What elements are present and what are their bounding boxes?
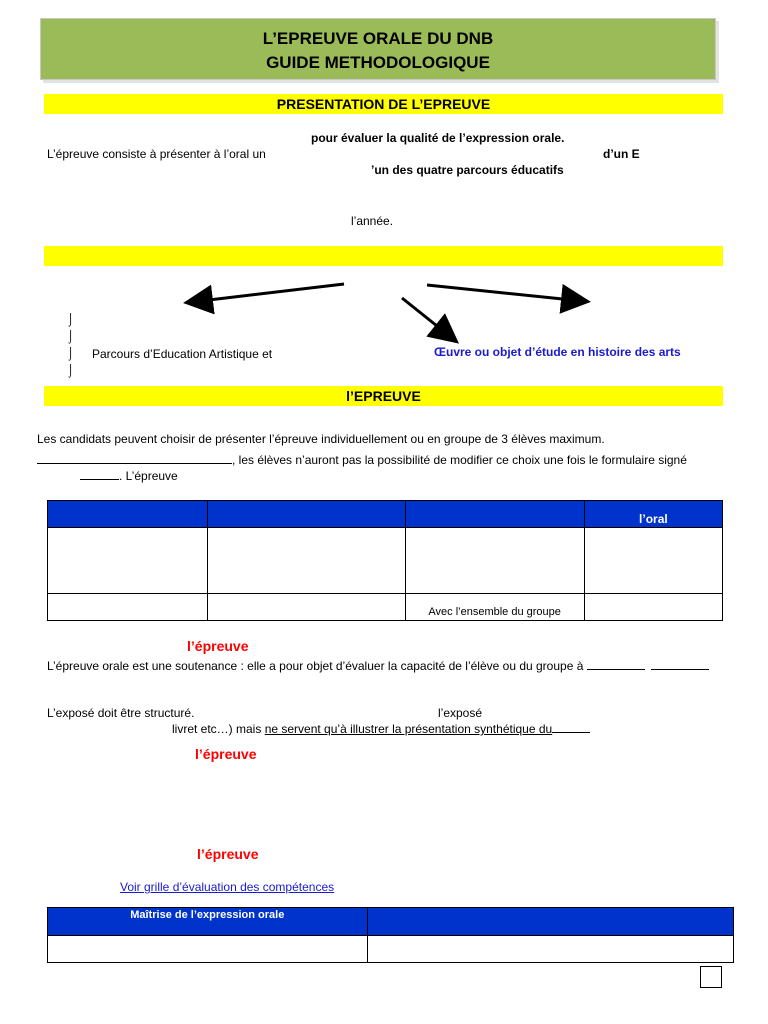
livret-underlined: ne servent qu’à illustrer la présentation synthétique du (264, 722, 553, 736)
epreuve-para-1: Les candidats peuvent choisir de présenter l’épreuve individuellement ou en groupe de 3 élèves maximum. (37, 432, 605, 446)
presentation-line-1: pour évaluer la qualité de l’expression orale. (311, 131, 565, 145)
epreuve-para-2-text: , les élèves n’auront pas la possibilité de modifier ce choix une fois le formulaire signé (232, 453, 687, 467)
section-title-presentation: PRESENTATION DE L’EPREUVE (44, 94, 723, 114)
grille-evaluation-link[interactable]: Voir grille d’évaluation des compétences (120, 880, 335, 894)
soutenance-line (47, 657, 709, 673)
epreuve-para-3-text: . L’épreuve (119, 469, 178, 483)
expose-line-left: L’exposé doit être structuré. (47, 706, 195, 720)
presentation-line-2-right: d’un E (603, 147, 640, 161)
heading-epreuve-1: l’épreuve (187, 638, 249, 654)
bullet-text-3: Parcours d’Education Artistique et (92, 347, 273, 361)
expose-line-right: l’exposé (438, 706, 483, 720)
table1-cell-groupe: Avec l’ensemble du groupe (405, 594, 584, 621)
table-competences-header (48, 908, 734, 936)
presentation-line-4: l’année. (351, 214, 394, 228)
table-organisation (47, 500, 723, 621)
table-row (48, 936, 734, 963)
soutenance-text: L’épreuve orale est une soutenance : elle a pour objet d’évaluer la capacité de l’élève ou du groupe à (47, 659, 584, 673)
heading-epreuve-2: l’épreuve (195, 746, 257, 762)
arrow-left (192, 284, 344, 302)
document-title-line-2: GUIDE METHODOLOGIQUE (266, 53, 490, 72)
histoire-des-arts-label: Œuvre ou objet d’étude en histoire des arts (434, 345, 681, 359)
bullet-mark-3: ⌡ (67, 346, 75, 360)
table2-header-cell-2 (367, 908, 733, 936)
table-row (48, 528, 723, 594)
section-title-epreuve: l’EPREUVE (44, 386, 723, 406)
table1-header-cell-3 (405, 501, 584, 528)
table1-header-cell-2 (208, 501, 405, 528)
bullet-mark-1: ⌡ (67, 312, 75, 326)
blank-line-2 (80, 467, 119, 480)
table1-header-cell-1 (48, 501, 208, 528)
checkbox-square[interactable] (700, 966, 722, 988)
table1-header-oral: l’oral (584, 501, 722, 528)
presentation-line-3: ’un des quatre parcours éducatifs (371, 163, 564, 177)
table-row (48, 594, 723, 621)
arrow-right (427, 285, 582, 301)
table-competences (47, 907, 734, 963)
table2-header-maitrise: Maîtrise de l’expression orale (48, 908, 368, 936)
epreuve-para-3 (80, 467, 178, 483)
livret-text: livret etc…) mais (172, 722, 262, 736)
arrows-diagram (0, 0, 768, 400)
bullet-mark-2: ⌡ (67, 329, 75, 343)
arrow-down (402, 298, 452, 338)
document-title-line-1: L’EPREUVE ORALE DU DNB (262, 29, 494, 48)
epreuve-para-2 (37, 451, 687, 467)
heading-epreuve-3: l’épreuve (197, 846, 259, 862)
livret-line (172, 720, 590, 736)
blank-line-4 (651, 657, 709, 670)
blank-line-1 (37, 451, 232, 464)
bullet-mark-4: ⌡ (67, 363, 75, 377)
blank-line-3 (587, 657, 645, 670)
presentation-line-2-left: L’épreuve consiste à présenter à l’oral un (47, 147, 266, 161)
table-organisation-header (48, 501, 723, 528)
blank-line-5 (552, 720, 590, 733)
